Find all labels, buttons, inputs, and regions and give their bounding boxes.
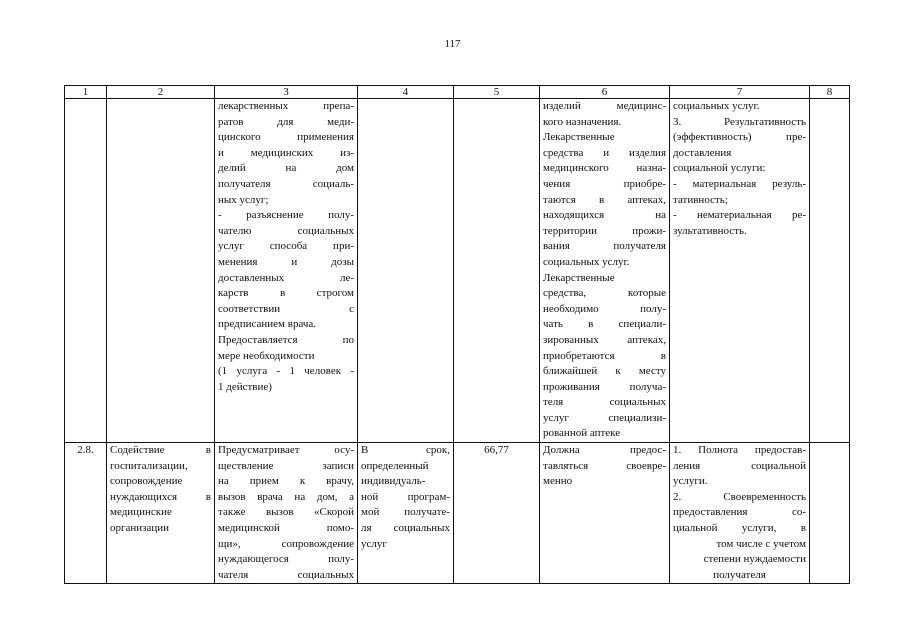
header-cell: 8 xyxy=(810,86,850,99)
text-line: ления социальной xyxy=(673,459,806,472)
cell-deadline xyxy=(358,99,454,443)
text-line: медицинской помо- xyxy=(218,522,354,535)
text-line: тативность; xyxy=(673,193,728,206)
text-line: вания получателя xyxy=(543,240,666,253)
text-line: том числе с учетом xyxy=(716,537,806,550)
text-line: лекарственных препа- xyxy=(218,100,354,112)
text-line: тавляться своевре- xyxy=(543,459,666,472)
text-line: предоставления со- xyxy=(673,506,806,519)
cell-service-name xyxy=(107,99,215,443)
text-line: менения и дозы xyxy=(218,255,354,268)
header-row xyxy=(65,86,850,99)
header-cell: 4 xyxy=(358,86,454,99)
text-line: мере необходимости xyxy=(218,349,315,362)
text-line: 1. Полнота предостав- xyxy=(673,444,806,457)
text-line: ной програм- xyxy=(361,490,450,503)
text-line: циальной услуги, в xyxy=(673,522,806,535)
text-line: предписанием врача. xyxy=(218,318,317,331)
text-line: доставленных ле- xyxy=(218,271,354,284)
text-line: находящихся на xyxy=(543,209,666,222)
text-line: чать в специали- xyxy=(543,318,666,331)
text-line: рованной аптеке xyxy=(543,427,621,440)
text-line: 1 действие) xyxy=(218,380,272,393)
text-line: ближайшей к месту xyxy=(543,365,666,378)
text-line: медицинского назна- xyxy=(543,162,666,175)
text-line: (эффективность) пре- xyxy=(673,131,806,144)
text-line: получателя xyxy=(713,568,766,581)
text-line: социальных услуг. xyxy=(543,255,630,268)
text-line: нуждающихся в xyxy=(110,490,211,503)
text-line: - материальная резуль- xyxy=(673,177,806,190)
text-line: средства, которые xyxy=(543,287,666,300)
cell-number xyxy=(65,99,107,443)
text-line: на прием к врачу, xyxy=(218,475,354,488)
cell-description xyxy=(215,443,358,584)
text-line: чения приобре- xyxy=(543,177,666,190)
text-line: услуг специализи- xyxy=(543,411,666,424)
cell-deadline xyxy=(358,443,454,584)
text-line: услуг способа при- xyxy=(218,240,354,253)
text-line: вызов врача на дом, а xyxy=(218,490,354,503)
text-line: Должна предос- xyxy=(543,444,666,457)
text-line: - разъяснение полу- xyxy=(218,209,354,222)
header-cell: 3 xyxy=(215,86,358,99)
cell-extra xyxy=(810,99,850,443)
header-cell: 6 xyxy=(540,86,670,99)
text-line: 2. Своевременность xyxy=(673,490,806,503)
text-line: проживания получа- xyxy=(543,380,666,393)
cell-quality-indicators xyxy=(670,99,810,443)
table-row xyxy=(65,443,850,584)
text-line: Лекарственные xyxy=(543,271,615,284)
text-line: чателя социальных xyxy=(218,568,354,581)
text-line: В срок, xyxy=(361,444,450,457)
text-line: мой получате- xyxy=(361,506,450,519)
text-line: услуги. xyxy=(673,475,708,488)
cell-conditions xyxy=(540,99,670,443)
text-line: определенный xyxy=(361,459,429,472)
text-line: щи», сопровождение xyxy=(218,537,354,550)
text-line: степени нуждаемости xyxy=(703,553,806,566)
table-row xyxy=(65,99,850,443)
text-line: ратов для меди- xyxy=(218,115,354,128)
services-table xyxy=(64,85,850,584)
cell-description xyxy=(215,99,358,443)
text-line: госпитализации, xyxy=(110,459,188,472)
text-line: индивидуаль- xyxy=(361,475,426,488)
cell-tariff xyxy=(454,99,540,443)
text-line: кого назначения. xyxy=(543,115,622,128)
cell-quality-indicators xyxy=(670,443,810,584)
text-line: Предусматривает осу- xyxy=(218,444,354,457)
cell-tariff: 66,77 xyxy=(454,443,540,584)
text-line: цинского применения xyxy=(218,131,354,144)
text-line: также вызов «Скорой xyxy=(218,506,354,519)
header-cell: 7 xyxy=(670,86,810,99)
text-line: получателя социаль- xyxy=(218,177,354,190)
text-line: средства и изделия xyxy=(543,146,666,159)
text-line: Лекарственные xyxy=(543,131,615,144)
header-cell: 5 xyxy=(454,86,540,99)
text-line: сопровождение xyxy=(110,475,183,488)
cell-number: 2.8. xyxy=(65,443,107,584)
text-line: - нематериальная ре- xyxy=(673,209,806,222)
text-line: медицинские xyxy=(110,506,172,519)
text-line: необходимо полу- xyxy=(543,302,666,315)
text-line: нуждающегося полу- xyxy=(218,553,354,566)
text-line: социальной услуги: xyxy=(673,162,766,175)
text-line: организации xyxy=(110,522,170,535)
text-line: зированных аптеках, xyxy=(543,333,666,346)
text-line: карств в строгом xyxy=(218,287,354,300)
text-line: Предоставляется по xyxy=(218,333,354,346)
text-line: чателю социальных xyxy=(218,224,354,237)
text-line: ных услуг; xyxy=(218,193,269,206)
cell-extra xyxy=(810,443,850,584)
cell-service-name xyxy=(107,443,215,584)
text-line: теля социальных xyxy=(543,396,666,409)
text-line: и медицинских из- xyxy=(218,146,354,159)
text-line: приобретаются в xyxy=(543,349,666,362)
text-line: изделий медицинс- xyxy=(543,100,666,112)
text-line: услуг xyxy=(361,537,387,550)
text-line: (1 услуга - 1 человек - xyxy=(218,365,354,378)
text-line: зультативность. xyxy=(673,224,747,237)
page-number: 117 xyxy=(444,38,461,50)
header-cell: 2 xyxy=(107,86,215,99)
text-line: таются в аптеках, xyxy=(543,193,666,206)
text-line: делий на дом xyxy=(218,162,354,175)
text-line: ля социальных xyxy=(361,522,450,535)
text-line: доставления xyxy=(673,146,732,159)
text-line: Содействие в xyxy=(110,444,211,457)
text-line: 3. Результативность xyxy=(673,115,806,128)
cell-conditions xyxy=(540,443,670,584)
text-line: соответствии с xyxy=(218,302,354,315)
text-line: социальных услуг. xyxy=(673,100,760,112)
text-line: территории прожи- xyxy=(543,224,666,237)
text-line: ществление записи xyxy=(218,459,354,472)
text-line: менно xyxy=(543,475,573,488)
header-cell: 1 xyxy=(65,86,107,99)
